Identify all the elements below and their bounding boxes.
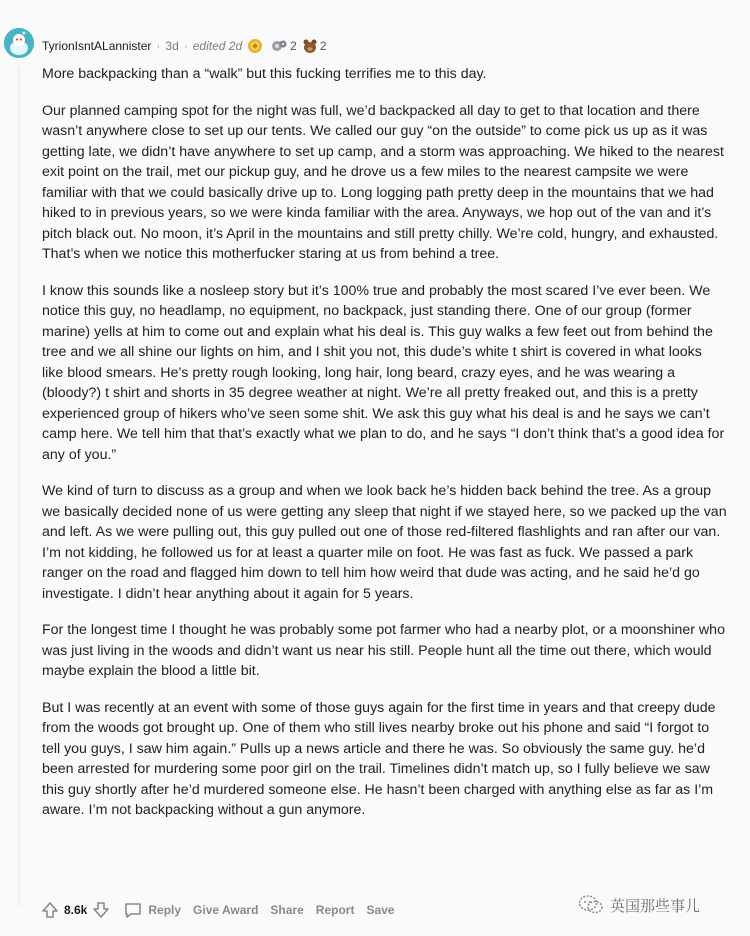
watermark-text: 英国那些事儿 [610,897,701,915]
reply-label: Reply [148,903,182,917]
comment-paragraph: More backpacking than a “walk” but this fucking terrifies me to this day. [42,66,487,82]
comment-actions [40,898,400,922]
downvote-arrow-icon [91,900,111,920]
reply-button[interactable] [117,900,187,920]
save-label: Save [366,903,395,917]
bear-award-icon [302,38,318,54]
wechat-logo-icon [578,894,604,916]
watermark [578,892,700,918]
downvote-button[interactable] [91,900,111,920]
award-gold[interactable] [247,38,265,54]
share-button[interactable] [264,903,309,917]
award-gear[interactable] [270,38,297,54]
vote-score: 8.6k [64,903,88,917]
separator-dot: · [156,39,161,53]
edited-label: edited 2d [192,39,243,53]
snoo-avatar-icon [4,28,34,58]
save-button[interactable] [360,903,400,917]
upvote-arrow-icon [40,900,60,920]
comment-body [42,64,727,837]
comment-paragraph: For the longest time I thought he was probably some pot farmer who had a nearby plot, or a moonshiner who was just living in the woods and didn’t want us near his still. People hunt all the time out there, which would maybe explain the blood a little bit. [42,622,725,679]
comment-meta [42,36,327,56]
upvote-button[interactable] [40,900,60,920]
award-bear[interactable] [302,38,327,54]
separator-dot: · [183,39,188,53]
user-avatar[interactable] [4,28,34,58]
report-button[interactable] [310,903,361,917]
comment-paragraph: We kind of turn to discuss as a group and when we look back he’s hidden back behind the tree. As a group we basically decided none of us were getting any sleep that night if we stayed here, so we packed up the van and left. As we were pulling out, this guy pulled out one of those red-filtered flashlights and ran after our van. I’m not kidding, he followed us for at least a quarter mile on foot. He was fast as fuck. We passed a park ranger on the road and flagged him down to tell him how weird that dude was acting, and he said he’d go investigate. I didn’t hear anything about it again for 5 years. [42,483,727,602]
comment-paragraph: I know this sounds like a nosleep story but it’s 100% true and probably the most scared I’ve ever been. We notice this guy, no headlamp, no equipment, no backpack, just standing there. One of our group (former marine) yells at him to come out and explain what his deal is. This guy walks a few feet out from behind the tree and we all shine our lights on him, and I shit you not, this dude’s white t shirt is covered in what looks like blood smears. He’s pretty rough looking, long hair, long beard, crazy eyes, and he was wearing a (bloody?) t shirt and shorts in 35 degree weather at night. We’re all pretty freaked out, and this is a pretty experienced group of hikers who’ve seen some shit. We ask this guy what his deal is and he says we can’t camp here. We tell him that that’s exactly what we plan to do, and he says “I don’t think that’s a good idea for any of you.” [42,282,725,463]
comment-age: 3d [165,39,179,53]
give-award-button[interactable] [187,903,264,917]
gold-award-icon [247,38,263,54]
comment-bubble-icon [123,900,143,920]
award-count: 2 [319,39,327,53]
gear-award-icon [270,38,288,54]
comment-paragraph: Our planned camping spot for the night was full, we’d backpacked all day to get to that location and there wasn’t anywhere close to set up our tents. We called our guy “on the outside” to come pick us up as it was getting late, we didn’t have anywhere to set up camp, and a storm was approaching. We hiked to the nearest exit point on the trail, met our pickup guy, and he drove us a few miles to the nearest campsite we were familiar with that we could basically drive up to. Long logging path pretty deep in the mountains that we had hiked to in previous years, so we were kinda familiar with the area. Anyways, we hop out of the van and it’s pitch black out. No moon, it’s April in the mountains and still pretty chilly. We’re cold, hungry, and exhausted. That’s when we notice this motherfucker staring at us from behind a tree. [42,102,724,262]
report-label: Report [315,903,355,917]
award-count: 2 [290,39,297,53]
comment-paragraph: But I was recently at an event with some of those guys again for the first time in years and that creepy dude from the woods got brought up. One of them who still lives nearby broke out his phone and said “I forgot to tell you guys, I saw him again.” Pulls up a news article and there he was. So obviously the same guy. he’d been arrested for murdering some poor girl on the trail. Timelines didn’t match up, so I fully believe we saw this guy shortly after he’d murdered someone else. He hasn’t been charged with anything else as far as I’m aware. I’m not backpacking without a gun anymore. [42,699,716,818]
give-award-label: Give Award [193,903,259,917]
thread-line[interactable] [18,66,20,906]
share-label: Share [270,903,304,917]
username-link[interactable]: TyrionIsntALannister [42,39,152,53]
